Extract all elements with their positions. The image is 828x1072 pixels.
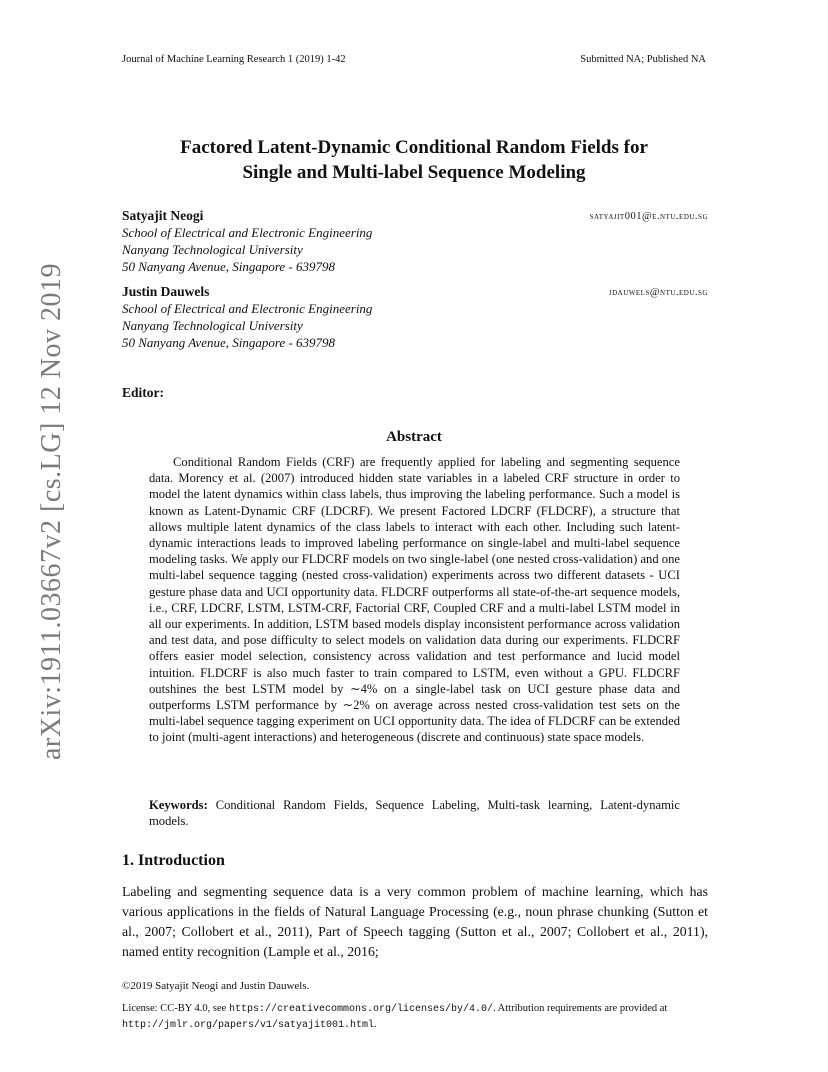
submission-status: Submitted NA; Published NA	[580, 54, 706, 65]
author-affiliation-line: School of Electrical and Electronic Engineering	[122, 301, 373, 316]
abstract-heading: Abstract	[386, 429, 442, 445]
keywords-text: Conditional Random Fields, Sequence Labeling, Multi-task learning, Latent-dynamic models.	[149, 798, 680, 829]
copyright-notice: ©2019 Satyajit Neogi and Justin Dauwels.	[122, 980, 310, 992]
author-affiliation-line: 50 Nanyang Avenue, Singapore - 639798	[122, 335, 336, 350]
author-name: Justin Dauwels	[122, 284, 210, 299]
title-line-1: Factored Latent-Dynamic Conditional Random Fields for	[180, 137, 648, 158]
section-heading-introduction: 1. Introduction	[122, 852, 225, 869]
author-name: Satyajit Neogi	[122, 208, 204, 223]
author-affiliation-line: 50 Nanyang Avenue, Singapore - 639798	[122, 259, 336, 274]
license-suffix: .	[374, 1019, 377, 1030]
keywords	[149, 797, 680, 829]
title-line-2: Single and Multi-label Sequence Modeling	[242, 162, 586, 183]
author-affiliation-line: School of Electrical and Electronic Engineering	[122, 225, 373, 240]
paper-link[interactable]: http://jmlr.org/papers/v1/satyajit001.html	[122, 1020, 375, 1031]
license-link[interactable]: https://creativecommons.org/licenses/by/4.0/	[228, 1004, 493, 1015]
abstract-body: Conditional Random Fields (CRF) are frequently applied for labeling and segmenting sequence data. Morency et al. (2007) introduced hidden state variables in a labeled CRF structure in order to model the latent dynamics within class labels, thus improving the labeling performance. Such a model is known as Latent-Dynamic CRF (LDCRF). We present Factored LDCRF (FLDCRF), a structure that allows multiple latent dynamics of the class labels to interact with each other. Including such latent-dynamic interactions leads to improved labeling performance on single-label and multi-label sequence modeling tasks. We apply our FLDCRF models on two single-label (one nested cross-validation) and one multi-label sequence tagging (nested cross-validation) experiments across two different datasets - UCI gesture phase data and UCI opportunity data. FLDCRF outperforms all state-of-the-art sequence models, i.e., CRF, LDCRF, LSTM, LSTM-CRF, Factorial CRF, Coupled CRF and a multi-label LSTM model in all our experiments. In addition, LSTM based models display inconsistent performance across validation and test data, and pose difficulty to select models on validation data during our experiments. FLDCRF offers easier model selection, consistency across validation and test performance and lucid model intuition. FLDCRF is also much faster to train compared to LSTM, even without a GPU. FLDCRF outshines the best LSTM model by ∼4% on a single-label task on UCI gesture phase data and outperforms LSTM performance by ∼2% on average across nested cross-validation test sets on the multi-label sequence tagging experiment on UCI opportunity data. The idea of FLDCRF can be extended to joint (multi-agent interactions) and heterogeneous (discrete and continuous) state space models.	[149, 455, 680, 745]
license-notice	[122, 1001, 708, 1033]
paper-title	[0, 135, 828, 185]
author-2	[122, 283, 708, 351]
author-email: jdauwels@ntu.edu.sg	[608, 287, 708, 298]
license-middle: . Attribution requirements are provided at	[492, 1003, 668, 1014]
author-affiliation-line: Nanyang Technological University	[122, 318, 303, 333]
author-affiliation-line: Nanyang Technological University	[122, 242, 303, 257]
license-prefix: License: CC-BY 4.0, see	[122, 1003, 229, 1014]
author-email: satyajit001@e.ntu.edu.sg	[589, 211, 708, 222]
keywords-label: Keywords:	[149, 798, 208, 812]
journal-header: Journal of Machine Learning Research 1 (2019) 1-42	[122, 54, 346, 65]
editor-label: Editor:	[122, 385, 164, 400]
arxiv-stamp: arXiv:1911.03667v2 [cs.LG] 12 Nov 2019	[36, 262, 67, 760]
introduction-body: Labeling and segmenting sequence data is a very common problem of machine learning, which has various applications in the fields of Natural Language Processing (e.g., noun phrase chunking (Sutton et al., 2007; Collobert et al., 2011), Part of Speech tagging (Sutton et al., 2007; Collobert et al., 2011), named entity recognition (Lample et al., 2016;	[122, 884, 708, 959]
author-1	[122, 207, 708, 275]
